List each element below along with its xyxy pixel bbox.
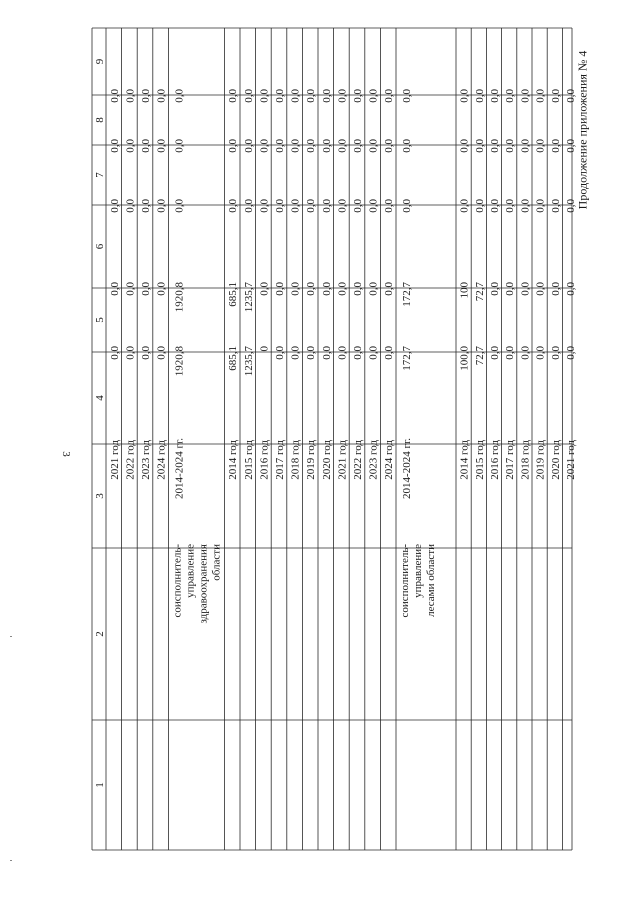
cell-value: 0,0 xyxy=(565,89,577,103)
cell-value: 0,0 xyxy=(274,89,286,103)
cell-value: 72,7 xyxy=(473,282,486,302)
cell-value: 0,0 xyxy=(155,282,168,296)
cell-value: 0,0 xyxy=(155,199,168,213)
cell-value: 0,0 xyxy=(489,139,501,153)
cell-value: 0,0 xyxy=(140,89,152,103)
period-year: 2016 год xyxy=(258,440,271,480)
cell-value: 0,0 xyxy=(305,89,318,103)
cell-value: 0,0 xyxy=(173,139,186,153)
period-year: 2021 год xyxy=(336,440,349,480)
cell-value: 685,1 xyxy=(227,346,240,371)
executor-label: управление xyxy=(412,544,424,598)
cell-value: 0,0 xyxy=(124,282,137,296)
cell-value: 0,0 xyxy=(242,139,255,153)
cell-value: 0,0 xyxy=(289,89,302,103)
cell-value: 0,0 xyxy=(173,89,186,103)
cell-value: 0,0 xyxy=(274,199,286,213)
cell-value: 0,0 xyxy=(305,346,318,360)
cell-value: 0,0 xyxy=(549,89,562,103)
cell-value: 685,1 xyxy=(227,282,240,307)
cell-value: 0,0 xyxy=(320,139,333,153)
executor-label: управление xyxy=(184,544,197,598)
cell-value: 0,0 xyxy=(519,139,532,153)
cell-value: 0,0 xyxy=(320,282,333,296)
column-header-1: 1 xyxy=(94,782,106,788)
cell-value: 0,0 xyxy=(519,89,532,103)
cell-value: 0,0 xyxy=(565,199,577,213)
cell-value: 0,0 xyxy=(383,199,396,213)
cell-value: 0,0 xyxy=(242,89,255,103)
cell-value: 0,0 xyxy=(320,346,333,360)
column-header-7: 7 xyxy=(94,172,106,178)
cell-value: 0,0 xyxy=(289,199,302,213)
cell-value: 0,0 xyxy=(320,89,333,103)
period-year: 2020 год xyxy=(320,440,333,480)
cell-value: 0,0 xyxy=(258,89,271,103)
cell-value: 0,0 xyxy=(549,199,562,213)
period-year: 2021 год xyxy=(108,440,121,480)
cell-value: 0,0 xyxy=(227,89,240,103)
cell-value: 0,0 xyxy=(519,282,532,296)
cell-value: 0,0 xyxy=(504,282,517,296)
cell-value: 0,0 xyxy=(473,199,486,213)
cell-value: 172,7 xyxy=(401,282,413,307)
period-year: 2023 год xyxy=(367,440,380,480)
cell-value: 0,0 xyxy=(305,282,318,296)
cell-value: 0,0 xyxy=(489,199,501,213)
executor-label: области xyxy=(210,544,223,581)
executor-label: соисполнитель- xyxy=(171,544,184,618)
period-year: 2017 год xyxy=(504,440,517,480)
period-year: 2015 год xyxy=(473,440,486,480)
cell-value: 0,0 xyxy=(473,139,486,153)
cell-value: 72,7 xyxy=(473,346,486,366)
cell-value: 0,0 xyxy=(352,282,364,296)
executor-label: соисполнитель- xyxy=(399,544,411,618)
period-year: 2024 год xyxy=(383,440,396,480)
cell-value: 0,0 xyxy=(336,89,349,103)
page-number: 3 xyxy=(59,451,72,457)
cell-value: 0,0 xyxy=(549,139,562,153)
cell-value: 0,0 xyxy=(258,139,271,153)
cell-value: 0,0 xyxy=(534,199,547,213)
cell-value: 0,0 xyxy=(504,139,517,153)
cell-value: 0,0 xyxy=(108,199,121,213)
cell-value: 0,0 xyxy=(458,139,471,153)
cell-value: 1235,7 xyxy=(242,346,255,377)
period-year: 2022 год xyxy=(352,440,364,480)
period-year: 2019 год xyxy=(534,440,547,480)
period-year: 2014 год xyxy=(227,440,240,480)
cell-value: 0,0 xyxy=(534,346,547,360)
cell-value: 0,0 xyxy=(140,346,152,360)
cell-value: 0,0 xyxy=(489,346,501,360)
period-year: 2019 год xyxy=(305,440,318,480)
cell-value: 0,0 xyxy=(401,89,413,103)
cell-value: 0,0 xyxy=(258,199,271,213)
cell-value: 0,0 xyxy=(549,282,562,296)
cell-value: 0,0 xyxy=(352,346,364,360)
column-header-5: 5 xyxy=(94,317,106,323)
cell-value: 0,0 xyxy=(489,282,501,296)
cell-value: 100,0 xyxy=(458,346,471,371)
cell-value: 1920,8 xyxy=(173,346,186,377)
cell-value: 0,0 xyxy=(124,139,137,153)
cell-value: 0,0 xyxy=(504,199,517,213)
cell-value: 100 xyxy=(458,282,471,299)
cell-value: 0,0 xyxy=(519,346,532,360)
executor-label: лесами области xyxy=(425,544,437,617)
cell-value: 0,0 xyxy=(140,139,152,153)
cell-value: 0,0 xyxy=(274,139,286,153)
cell-value: 0,0 xyxy=(367,199,380,213)
period-year: 2022 год xyxy=(124,440,137,480)
cell-value: 0,0 xyxy=(124,89,137,103)
cell-value: 0,0 xyxy=(504,89,517,103)
cell-value: 0,0 xyxy=(242,199,255,213)
cell-value: 0,0 xyxy=(108,282,121,296)
cell-value: 0,0 xyxy=(565,139,577,153)
column-header-6: 6 xyxy=(94,243,106,250)
cell-value: 0,0 xyxy=(519,199,532,213)
period-year: 2018 год xyxy=(289,440,302,480)
cell-value: 1920,8 xyxy=(173,282,186,313)
period-year: 2023 год xyxy=(140,440,152,480)
cell-value: 0,0 xyxy=(565,282,577,296)
cell-value: 0,0 xyxy=(565,346,577,360)
cell-value: 0,0 xyxy=(305,199,318,213)
cell-value: 0,0 xyxy=(473,89,486,103)
column-header-3: 3 xyxy=(94,493,106,499)
period-total: 2014-2024 гг. xyxy=(173,438,186,499)
cell-value: 0,0 xyxy=(274,282,286,296)
cell-value: 0,0 xyxy=(155,89,168,103)
page-heading: Продолжение приложения № 4 xyxy=(575,50,590,210)
cell-value: 0,0 xyxy=(155,139,168,153)
cell-value: 0,0 xyxy=(173,199,186,213)
period-total: 2014-2024 гг. xyxy=(401,438,413,499)
cell-value: 0,0 xyxy=(352,199,364,213)
cell-value: 0,0 xyxy=(367,282,380,296)
cell-value: 0 xyxy=(258,346,271,352)
cell-value: 0,0 xyxy=(289,139,302,153)
cell-value: 0,0 xyxy=(504,346,517,360)
cell-value: 0,0 xyxy=(140,199,152,213)
cell-value: 0,0 xyxy=(108,346,121,360)
cell-value: 0,0 xyxy=(336,139,349,153)
period-year: 2017 год xyxy=(274,440,286,480)
cell-value: 0,0 xyxy=(108,89,121,103)
cell-value: 0,0 xyxy=(289,346,302,360)
column-header-4: 4 xyxy=(94,395,106,401)
cell-value: 0,0 xyxy=(140,282,152,296)
cell-value: 0,0 xyxy=(367,139,380,153)
cell-value: 0,0 xyxy=(383,282,396,296)
cell-value: 0,0 xyxy=(108,139,121,153)
cell-value: 0,0 xyxy=(458,89,471,103)
cell-value: 172,7 xyxy=(401,346,413,371)
column-header-8: 8 xyxy=(94,117,106,123)
cell-value: 0,0 xyxy=(227,199,240,213)
cell-value: 0,0 xyxy=(534,139,547,153)
column-header-9: 9 xyxy=(94,58,106,65)
cell-value: 0,0 xyxy=(383,346,396,360)
cell-value: 0,0 xyxy=(124,199,137,213)
cell-value: 0,0 xyxy=(367,346,380,360)
cell-value: 0,0 xyxy=(124,346,137,360)
cell-value: 0,0 xyxy=(401,199,413,213)
cell-value: 1235,7 xyxy=(242,282,255,313)
cell-value: 0,0 xyxy=(534,89,547,103)
column-header-2: 2 xyxy=(94,631,106,637)
cell-value: 0,0 xyxy=(336,199,349,213)
cell-value: 0,0 xyxy=(458,199,471,213)
executor-label: здравоохранения xyxy=(197,544,210,624)
cell-value: 0,0 xyxy=(489,89,501,103)
cell-value: 0,0 xyxy=(352,139,364,153)
cell-value: 0,0 xyxy=(258,282,271,296)
cell-value: 0,0 xyxy=(352,89,364,103)
cell-value: 0,0 xyxy=(367,89,380,103)
period-year: 2020 год xyxy=(549,440,562,480)
period-year: 2014 год xyxy=(458,440,471,480)
cell-value: 0,0 xyxy=(227,139,240,153)
period-year: 2021 год xyxy=(565,440,577,480)
cell-value: 0,0 xyxy=(401,139,413,153)
cell-value: 0,0 xyxy=(549,346,562,360)
period-year: 2015 год xyxy=(242,440,255,480)
period-year: 2018 год xyxy=(519,440,532,480)
cell-value: 0,0 xyxy=(274,346,286,360)
cell-value: 0,0 xyxy=(336,282,349,296)
cell-value: 0,0 xyxy=(383,89,396,103)
period-year: 2016 год xyxy=(489,440,501,480)
cell-value: 0,0 xyxy=(336,346,349,360)
cell-value: 0,0 xyxy=(155,346,168,360)
cell-value: 0,0 xyxy=(534,282,547,296)
period-year: 2024 год xyxy=(155,440,168,480)
cell-value: 0,0 xyxy=(305,139,318,153)
cell-value: 0,0 xyxy=(320,199,333,213)
cell-value: 0,0 xyxy=(383,139,396,153)
cell-value: 0,0 xyxy=(289,282,302,296)
